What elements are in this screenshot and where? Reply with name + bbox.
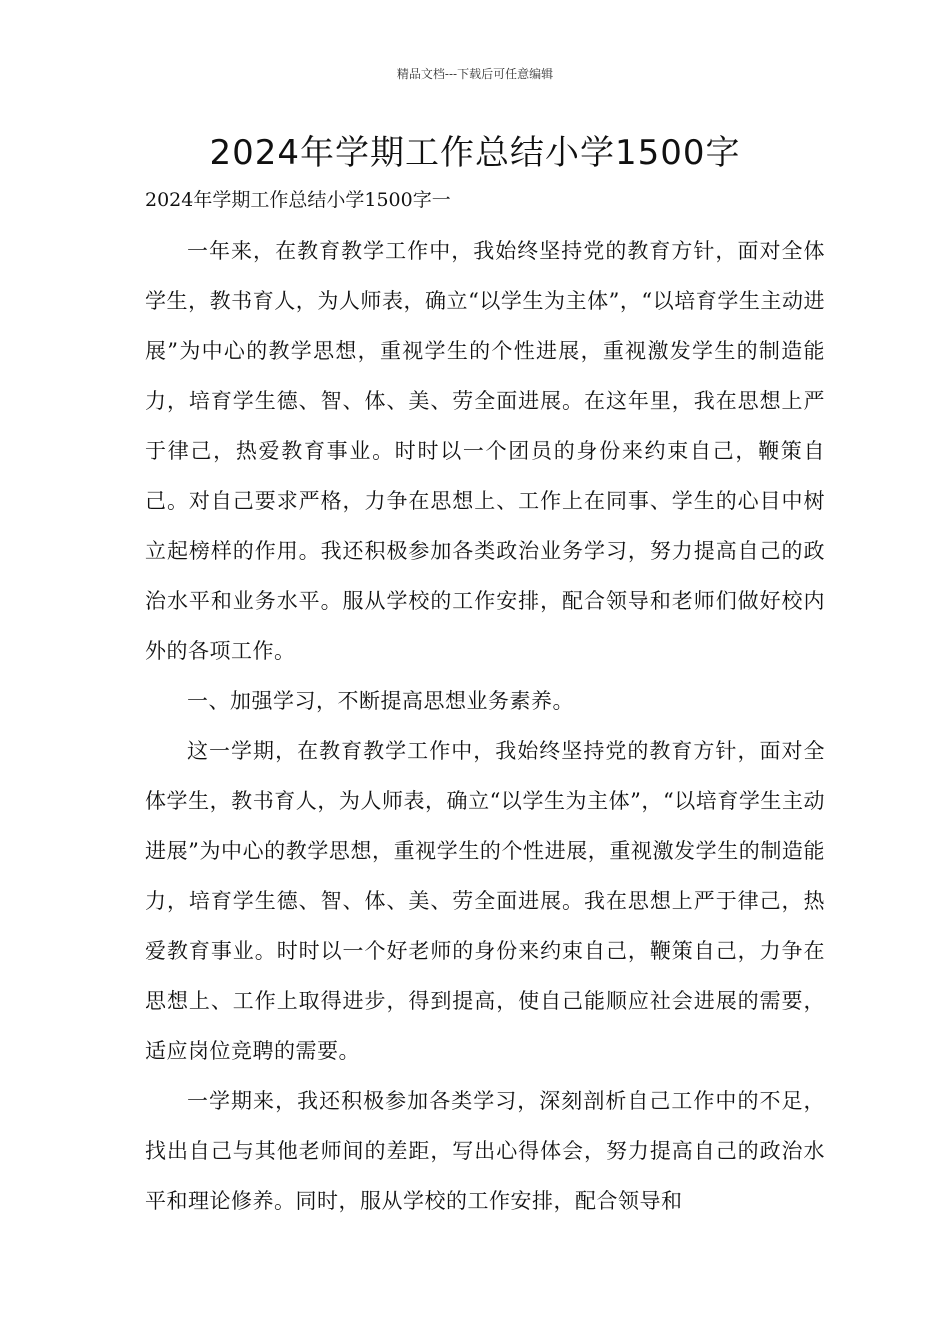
section-heading: 一、加强学习，不断提高思想业务素养。 bbox=[187, 689, 574, 713]
paragraph: 一年来，在教育教学工作中，我始终坚持党的教育方针，面对全体学生，教书育人，为人师表，确立“以学生为主体”，“以培育学生主动进展”为中心的教学思想，重视学生的个性进展，重视激发学生的制造能力，培育学生德、智、体、美、劳全面进展。在这年里，我在思想上严于律己，热爱教育事业。时时以一个团员的身份来约束自己，鞭策自己。对自己要求严格，力争在思想上、工作上在同事、学生的心目中树立起榜样的作用。我还积极参加各类政治业务学习，努力提高自己的政治水平和业务水平。服从学校的工作安排，配合领导和老师们做好校内外的各项工作。 bbox=[145, 239, 825, 663]
document-title: 2024年学期工作总结小学1500字 bbox=[209, 133, 741, 173]
paragraph: 一学期来，我还积极参加各类学习，深刻剖析自己工作中的不足，找出自己与其他老师间的差距，写出心得体会，努力提高自己的政治水平和理论修养。同时，服从学校的工作安排，配合领导和 bbox=[145, 1089, 825, 1213]
paragraph: 这一学期，在教育教学工作中，我始终坚持党的教育方针，面对全体学生，教书育人，为人师表，确立“以学生为主体”，“以培育学生主动进展”为中心的教学思想，重视学生的个性进展，重视激发学生的制造能力，培育学生德、智、体、美、劳全面进展。我在思想上严于律己，热爱教育事业。时时以一个好老师的身份来约束自己，鞭策自己，力争在思想上、工作上取得进步，得到提高，使自己能顺应社会进展的需要，适应岗位竞聘的需要。 bbox=[145, 739, 825, 1063]
header-note: 精品文档---下载后可任意编辑 bbox=[396, 67, 554, 81]
document-subtitle: 2024年学期工作总结小学1500字一 bbox=[145, 189, 451, 211]
document-body bbox=[145, 226, 825, 1226]
